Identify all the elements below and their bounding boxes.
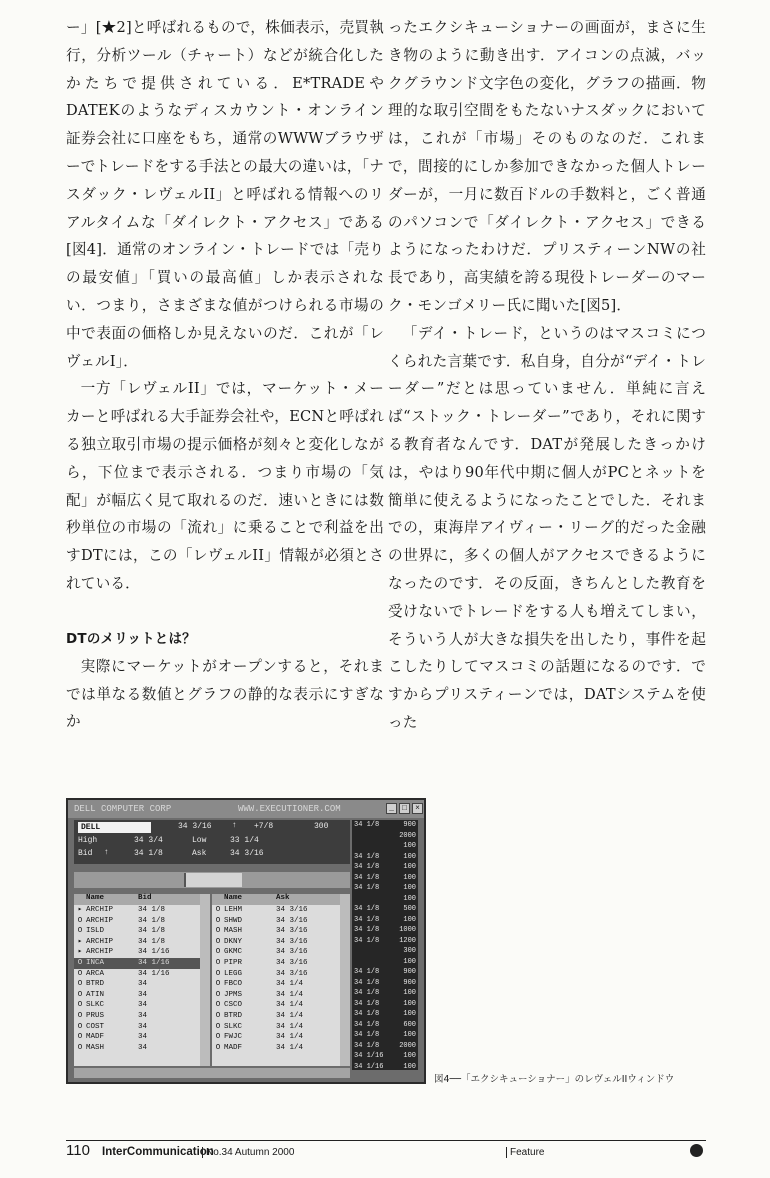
subheading: DTのメリットとは？ [66, 630, 196, 647]
price-cell: 34 3/16 [276, 927, 308, 936]
row-marker: O [77, 916, 83, 925]
time-and-sales [352, 820, 418, 1070]
market-maker-name: CSCO [224, 1001, 243, 1010]
table-row[interactable] [74, 958, 210, 969]
table-row[interactable] [212, 958, 348, 969]
trade-size: 100 [403, 1031, 416, 1039]
table-row[interactable] [74, 916, 210, 927]
trade-size: 2000 [399, 831, 416, 840]
row-marker: O [77, 980, 83, 989]
price-cell: 34 1/4 [276, 1022, 304, 1031]
ask-table [212, 894, 348, 1066]
trade-row [352, 1062, 418, 1073]
row-marker: O [215, 990, 221, 999]
trade-row [352, 967, 418, 978]
bid-value: 34 1/8 [134, 849, 163, 858]
up-arrow-icon: ↑ [232, 821, 237, 830]
table-row[interactable] [74, 926, 210, 937]
window-titlebar [68, 800, 424, 818]
bid-arrow-icon: ↑ [104, 848, 109, 857]
trade-size: 100 [403, 957, 416, 966]
price-cell: 34 1/8 [138, 937, 166, 946]
table-row[interactable] [74, 1011, 210, 1022]
trade-price: 34 1/8 [354, 905, 380, 913]
market-maker-name: ARCHIP [86, 937, 114, 946]
row-marker: O [77, 1022, 83, 1031]
market-maker-name: LEGG [224, 969, 243, 978]
trade-size: 100 [403, 884, 416, 892]
table-row[interactable] [212, 1032, 348, 1043]
trade-row [352, 957, 418, 968]
minimize-icon: _ [386, 803, 397, 814]
trade-price: 34 1/8 [354, 1031, 380, 1039]
window-url: WWW.EXECUTIONER.COM [238, 804, 341, 814]
row-marker: O [77, 1043, 83, 1052]
trade-price: 34 1/8 [354, 873, 380, 882]
table-row[interactable] [74, 937, 210, 948]
trade-size: 900 [403, 968, 416, 976]
market-maker-name: PRUS [86, 1011, 105, 1020]
trade-size: 100 [403, 989, 416, 997]
price-cell: 34 [138, 980, 148, 989]
row-marker: O [77, 1011, 83, 1020]
trade-size: 300 [403, 947, 416, 955]
trade-price: 34 1/8 [354, 915, 380, 924]
low-value: 33 1/4 [230, 836, 259, 845]
trade-size: 100 [403, 873, 416, 882]
price-cell: 34 1/4 [276, 1033, 304, 1042]
market-maker-name: SHWD [224, 916, 243, 925]
figure-caption: 図4──「エクシキューショナー」のレヴェルIIウィンドウ [434, 1074, 675, 1085]
trade-price [352, 894, 388, 905]
trade-size: 500 [403, 905, 416, 913]
trade-row [352, 915, 418, 926]
market-maker-name: MASH [224, 927, 243, 936]
volume: 300 [314, 822, 329, 831]
trade-price: 34 1/8 [354, 1020, 380, 1029]
market-maker-name: LEHM [224, 906, 243, 914]
row-marker: O [215, 958, 221, 967]
low-label: Low [192, 836, 207, 845]
price-change: +7/8 [254, 822, 274, 831]
price-cell: 34 1/8 [138, 927, 166, 936]
table-header [74, 894, 210, 905]
market-maker-name: SLKC [86, 1001, 105, 1010]
price-cell: 34 3/16 [276, 916, 308, 925]
market-maker-name: ARCHIP [86, 906, 114, 914]
right-column [388, 14, 706, 737]
trade-price: 34 1/8 [354, 863, 380, 871]
trade-row [352, 873, 418, 884]
row-marker: O [77, 969, 83, 978]
trade-size: 1000 [399, 926, 416, 934]
table-row[interactable] [212, 969, 348, 980]
market-maker-name: SLKC [224, 1022, 243, 1031]
ask-value: 34 3/16 [230, 849, 264, 858]
paragraph: 「デイ・トレード，というのはマスコミにつくられた言葉です．私自身，自分が“デイ・トレーダー”だとは思っていません．単純に言えば“ストック・トレーダー”であり，それに関する教育者なんです．DATが発展したきっかけは，やはり90年代中期に個人がPCとネットを簡単に使えるようになったことでした．それまでの，東海岸アイヴィー・リーグ的だった金融の世界に，多くの個人がアクセスできるようになったのです．その反面，きちんとした教育を受けないでトレードをする人も増えてしまい，そういう人が大きな損失を出したり，事件を起こしたりしてマスコミの話題になるのです．ですからプリスティーンでは，DATシステムを使った [388, 324, 706, 731]
row-marker: O [77, 1033, 83, 1042]
table-row[interactable] [74, 1000, 210, 1011]
trade-size: 100 [403, 852, 416, 861]
trade-size: 1200 [399, 936, 416, 945]
trade-row [352, 999, 418, 1010]
trade-row [352, 1030, 418, 1041]
trade-row [352, 883, 418, 894]
trade-size: 100 [403, 1052, 416, 1060]
column-header[interactable]: Name [224, 894, 243, 902]
row-marker: O [77, 927, 83, 936]
trade-price: 34 1/16 [354, 1062, 384, 1071]
price-cell: 34 [138, 1033, 148, 1042]
trade-row [352, 1041, 418, 1052]
market-maker-name: ATIN [86, 990, 105, 999]
row-marker: O [215, 1033, 221, 1042]
market-maker-name: INCA [86, 958, 105, 967]
price-cell: 34 1/4 [276, 1011, 304, 1020]
table-row[interactable] [212, 1011, 348, 1022]
table-row[interactable] [212, 990, 348, 1001]
table-row[interactable] [212, 937, 348, 948]
table-row[interactable] [74, 947, 210, 958]
trade-price: 34 1/8 [354, 1041, 380, 1050]
trade-row [352, 904, 418, 915]
price-cell: 34 1/4 [276, 1001, 304, 1010]
price-cell: 34 [138, 990, 148, 999]
market-maker-name: ARCA [86, 969, 105, 978]
row-marker: O [215, 916, 221, 925]
market-maker-name: BTRD [86, 980, 105, 989]
table-row[interactable] [212, 1022, 348, 1033]
market-maker-name: ARCHIP [86, 916, 114, 925]
trade-price: 34 1/8 [354, 1010, 380, 1018]
window-title: DELL COMPUTER CORP [74, 804, 172, 814]
price-cell: 34 1/16 [138, 958, 170, 967]
high-label: High [78, 836, 98, 845]
trade-size: 900 [403, 978, 416, 987]
trade-row [352, 925, 418, 936]
trade-size: 100 [403, 999, 416, 1008]
column-header[interactable]: Bid [138, 894, 152, 902]
trade-row [352, 894, 418, 905]
market-maker-name: MADF [224, 1043, 243, 1052]
trade-size: 100 [403, 863, 416, 871]
price-cell: 34 1/4 [276, 1043, 304, 1052]
trade-price: 34 1/8 [354, 926, 380, 934]
section-mark-icon [690, 1144, 703, 1157]
price-cell: 34 1/8 [138, 906, 166, 914]
trade-price: 34 1/8 [354, 968, 380, 976]
price-cell: 34 1/8 [138, 916, 166, 925]
left-column [66, 14, 384, 736]
table-row[interactable] [212, 1043, 348, 1054]
trade-row [352, 841, 418, 852]
table-row[interactable] [74, 1032, 210, 1043]
depth-slider[interactable] [74, 872, 350, 888]
row-marker: O [215, 927, 221, 936]
trade-price [352, 957, 388, 968]
price-cell: 34 1/4 [276, 990, 304, 999]
trade-price: 34 1/8 [354, 978, 380, 987]
market-maker-name: MADF [86, 1033, 105, 1042]
market-maker-name: FWJC [224, 1033, 243, 1042]
price-cell: 34 1/16 [138, 948, 170, 957]
table-row[interactable] [212, 1000, 348, 1011]
price-cell: 34 3/16 [276, 937, 308, 946]
price-cell: 34 3/16 [276, 969, 308, 978]
table-row[interactable] [74, 990, 210, 1001]
trade-row [352, 988, 418, 999]
table-row[interactable] [212, 905, 348, 916]
table-row[interactable] [74, 1022, 210, 1033]
table-row[interactable] [212, 979, 348, 990]
trade-price: 34 1/8 [354, 989, 380, 997]
table-header [212, 894, 348, 905]
trade-price: 34 1/8 [354, 821, 380, 829]
row-marker: ▸ [77, 906, 83, 914]
trade-size: 100 [403, 1062, 416, 1071]
table-row[interactable] [212, 947, 348, 958]
table-row[interactable] [74, 1043, 210, 1054]
issue-label: No.34 Autumn 2000 [202, 1147, 294, 1158]
trade-size: 2000 [399, 1041, 416, 1050]
trade-price: 34 1/16 [354, 1052, 384, 1060]
row-marker: O [215, 980, 221, 989]
page-footer [66, 1140, 706, 1161]
trade-price [352, 831, 388, 842]
high-value: 34 3/4 [134, 836, 163, 845]
bid-scrollbar[interactable] [200, 894, 210, 1066]
row-marker: O [215, 906, 221, 914]
trade-price: 34 1/8 [354, 852, 380, 861]
trade-row [352, 946, 418, 957]
market-maker-name: ISLD [86, 927, 105, 936]
trade-row [352, 936, 418, 947]
row-marker: O [215, 969, 221, 978]
price-cell: 34 3/16 [276, 958, 308, 967]
row-marker: O [215, 1022, 221, 1031]
price-cell: 34 [138, 1011, 148, 1020]
price-cell: 34 3/16 [276, 906, 308, 914]
horizontal-scrollbar[interactable] [74, 1068, 350, 1078]
market-maker-name: MASH [86, 1043, 105, 1052]
figure-executioner-window [66, 798, 426, 1084]
symbol-field: DELL [78, 822, 151, 833]
bid-label: Bid [78, 849, 93, 858]
market-maker-name: BTRD [224, 1011, 243, 1020]
price-cell: 34 [138, 1043, 148, 1052]
magazine-title: InterCommunication [102, 1146, 214, 1158]
close-icon: × [412, 803, 423, 814]
trade-row [352, 978, 418, 989]
trade-row [352, 820, 418, 831]
paragraph: 実際にマーケットがオープンすると，それまでは単なる数値とグラフの静的な表示にすぎなか [66, 657, 384, 731]
row-marker: O [215, 948, 221, 957]
bid-table [74, 894, 210, 1066]
paragraph: ー」[★2]と呼ばれるもので，株価表示，売買執行，分析ツール（チャート）などが統合化したかたちで提供されている．E*TRADEやDATEKのようなディスカウント・オンライン証券会社に口座をもち，通常のWWWブラウザーでトレードをする手法との最大の違いは，「ナスダック・レヴェルII」と呼ばれる情報へのリアルタイムな「ダイレクト・アクセス」である[図4]．通常のオンライン・トレードでは「売りの最安値」「買いの最高値」しか表示されない．つまり，さまざまな値がつけられる市場の中で表面の価格しか見えないのだ．これが「レヴェルI」． [66, 19, 384, 370]
table-row[interactable] [74, 979, 210, 990]
market-maker-name: FBCO [224, 980, 243, 989]
page-number: 110 [66, 1142, 90, 1159]
column-header[interactable]: Ask [276, 894, 290, 902]
quote-panel [74, 820, 350, 864]
row-marker: O [215, 1001, 221, 1010]
price-cell: 34 1/16 [138, 969, 170, 978]
row-marker: O [215, 937, 221, 946]
row-marker: ▸ [77, 937, 83, 946]
paragraph: 一方「レヴェルII」では，マーケット・メーカーと呼ばれる大手証券会社や，ECNと呼ばれる独立取引市場の提示価格が刻々と変化しながら，下位まで表示される．つまり市場の「気配」が幅広く見て取れるのだ．速いときには数秒単位の市場の「流れ」に乗ることで利益を出すDTには，この「レヴェルII」情報が必須とされている． [66, 380, 384, 592]
section-label: Feature [506, 1147, 544, 1158]
trade-row [352, 1051, 418, 1062]
trade-price [352, 946, 388, 957]
row-marker: O [77, 990, 83, 999]
market-maker-name: JPMS [224, 990, 243, 999]
trade-row [352, 831, 418, 842]
trade-price [352, 841, 388, 852]
trade-size: 900 [403, 821, 416, 829]
trade-row [352, 1009, 418, 1020]
ask-label: Ask [192, 849, 207, 858]
trade-price: 34 1/8 [354, 999, 380, 1008]
row-marker: O [215, 1011, 221, 1020]
market-maker-name: ARCHIP [86, 948, 114, 957]
market-maker-name: DKNY [224, 937, 243, 946]
market-maker-name: GKMC [224, 948, 243, 957]
trade-size: 100 [403, 842, 416, 850]
ask-scrollbar[interactable] [340, 894, 350, 1066]
table-row[interactable] [212, 926, 348, 937]
trade-size: 600 [403, 1020, 416, 1029]
row-marker: ▸ [77, 948, 83, 957]
trade-price: 34 1/8 [354, 884, 380, 892]
trade-size: 100 [403, 915, 416, 924]
trade-row [352, 862, 418, 873]
price-cell: 34 3/16 [276, 948, 308, 957]
column-header[interactable]: Name [86, 894, 105, 902]
trade-row [352, 852, 418, 863]
row-marker: O [215, 1043, 221, 1052]
market-maker-name: COST [86, 1022, 105, 1031]
trade-size: 100 [403, 894, 416, 903]
price-cell: 34 [138, 1001, 148, 1010]
table-row[interactable] [74, 969, 210, 980]
price-cell: 34 [138, 1022, 148, 1031]
last-price: 34 3/16 [178, 822, 212, 831]
slider-thumb[interactable] [184, 873, 242, 887]
maximize-icon: □ [399, 803, 410, 814]
table-row[interactable] [212, 916, 348, 927]
price-cell: 34 1/4 [276, 980, 304, 989]
trade-price: 34 1/8 [354, 936, 380, 945]
trade-row [352, 1020, 418, 1031]
paragraph: ったエクシキューショナーの画面が，まさに生き物のように動き出す．アイコンの点滅，バックグラウンド文字色の変化，グラフの描画．物理的な取引空間をもたないナスダックにおいては，これが「市場」そのものなのだ．これまで，間接的にしか参加できなかった個人トレーダーが，一月に数百ドルの手数料と，ごく普通のパソコンで「ダイレクト・アクセス」できるようになったわけだ．プリスティーンNWの社長であり，高実績を誇る現役トレーダーのマーク・モンゴメリー氏に聞いた[図5]． [388, 19, 706, 314]
row-marker: O [77, 1001, 83, 1010]
row-marker: O [77, 958, 83, 967]
market-maker-name: PIPR [224, 958, 243, 967]
table-row[interactable] [74, 905, 210, 916]
trade-size: 100 [403, 1010, 416, 1018]
